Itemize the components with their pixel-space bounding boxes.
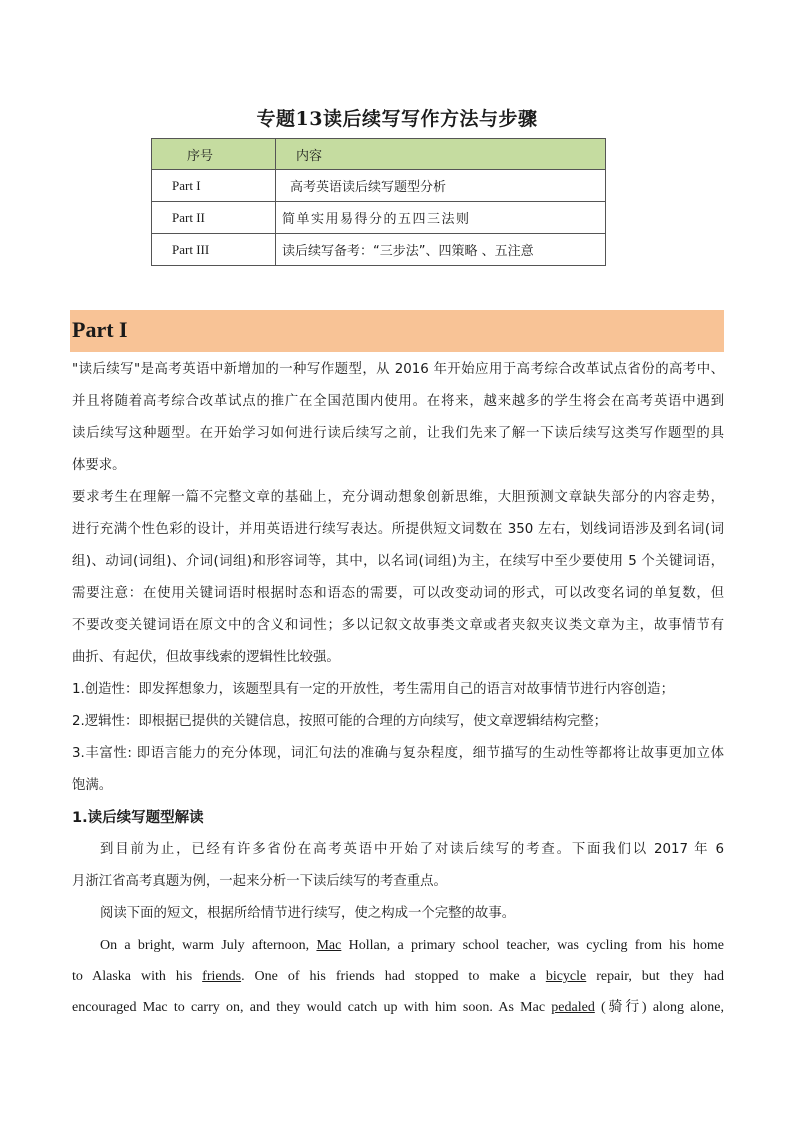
text-line: 月浙江省高考真题为例，一起来分析一下读后续写的考查重点。: [72, 874, 447, 889]
text-line: 阅读下面的短文，根据所给情节进行续写，使之构成一个完整的故事。: [100, 906, 516, 921]
story-line: [72, 961, 724, 992]
subsection-title: 1.读后续写题型解读: [72, 810, 204, 826]
story-text: to Alaska with his: [72, 969, 203, 984]
row-part-label: Part II: [152, 202, 276, 234]
text-line: 要求考生在理解一篇不完整文章的基础上，充分调动想象创新思维，大胆预测文章缺失部分的内容走势，: [72, 490, 724, 505]
text-line: 体要求。: [72, 458, 126, 473]
text-line: 进行充满个性色彩的设计，并用英语进行续写表达。所提供短文词数在 350 左右，划线词语涉及到名词(词: [72, 522, 724, 537]
text-line: 到目前为止，已经有许多省份在高考英语中开始了对读后续写的考查。下面我们以 2017 年 6: [100, 842, 724, 857]
text-line: 需要注意：在使用关键词语时根据时态和语态的需要，可以改变动词的形式，可以改变名词的单复数，但: [72, 586, 724, 601]
story-text: On a bright, warm July afternoon,: [100, 938, 317, 953]
text-line: 2.逻辑性：即根据已提供的关键信息，按照可能的合理的方向续写，使文章逻辑结构完整；: [72, 714, 608, 729]
story-text: . One of his friends had stopped to make a: [241, 969, 546, 984]
key-word: pedaled: [551, 1000, 595, 1015]
story-text: repair, but they had: [586, 969, 724, 984]
text-line: 读后续写这种题型。在开始学习如何进行读后续写之前，让我们先来了解一下读后续写这类写作题型的具: [72, 426, 724, 441]
row-part-label: Part I: [152, 170, 276, 202]
list-item: [72, 674, 724, 706]
story-text: (骑行) along alone,: [594, 1000, 724, 1015]
section-heading: Part I: [72, 317, 128, 342]
text-line: 并且将随着高考综合改革试点的推广在全国范围内使用。在将来，越来越多的学生将会在高考英语中遇到: [72, 394, 724, 409]
table-row: [152, 170, 606, 202]
row-content: 简单实用易得分的五四三法则: [276, 202, 606, 234]
story-passage: [72, 930, 724, 1023]
list-item: [72, 706, 724, 738]
text-line: 不要改变关键词语在原文中的含义和词性；多以记叙文故事类文章或者夹叙夹议类文章为主，故事情节有: [72, 618, 724, 633]
list-item: [72, 738, 724, 802]
header-cell-content: 内容: [276, 139, 606, 170]
body-text: [72, 354, 724, 1023]
key-word: Mac: [316, 938, 342, 953]
intro-paragraph-2: [72, 482, 724, 674]
story-text: encouraged Mac to carry on, and they would catch up with him soon. As Mac: [72, 1000, 546, 1015]
intro-paragraph-1: [72, 354, 724, 482]
table-row: [152, 234, 606, 266]
row-content: 高考英语读后续写题型分析: [276, 170, 606, 202]
text-line: 饱满。: [72, 778, 113, 793]
text-line: "读后续写"是高考英语中新增加的一种写作题型，从 2016 年开始应用于高考综合改革试点省份的高考中、: [72, 362, 724, 377]
subsection-heading: [72, 802, 724, 834]
sub-paragraph-2: [72, 898, 724, 930]
row-content: 读后续写备考：“三步法”、四策略 、五注意: [276, 234, 606, 266]
table-row: [152, 202, 606, 234]
contents-table: [151, 138, 606, 266]
text-line: 1.创造性：即发挥想象力，该题型具有一定的开放性，考生需用自己的语言对故事情节进行内容创造；: [72, 682, 674, 697]
key-word: friends: [202, 969, 242, 984]
sub-paragraph-1: [72, 834, 724, 866]
text-line: 3.丰富性: 即语言能力的充分体现，词汇句法的准确与复杂程度，细节描写的生动性等都将让故事更加立体: [72, 746, 724, 761]
story-line: [72, 930, 724, 961]
text-line: 组)、动词(词组)、介词(词组)和形容词等，其中，以名词(词组)为主，在续写中至少要使用 5 个关键词语，: [72, 554, 724, 569]
story-text: Hollan, a primary school teacher, was cycling from his home: [341, 938, 725, 953]
table-header-row: [152, 139, 606, 170]
key-word: bicycle: [545, 969, 587, 984]
section-heading-bar: [70, 310, 724, 352]
sub-paragraph-1-continued: [72, 866, 724, 898]
text-line: 曲折、有起伏，但故事线索的逻辑性比较强。: [72, 650, 340, 665]
row-part-label: Part III: [152, 234, 276, 266]
header-cell-number: 序号: [152, 139, 276, 170]
story-line: [72, 992, 724, 1023]
page-title: 专题13读后续写写作方法与步骤: [256, 108, 538, 130]
